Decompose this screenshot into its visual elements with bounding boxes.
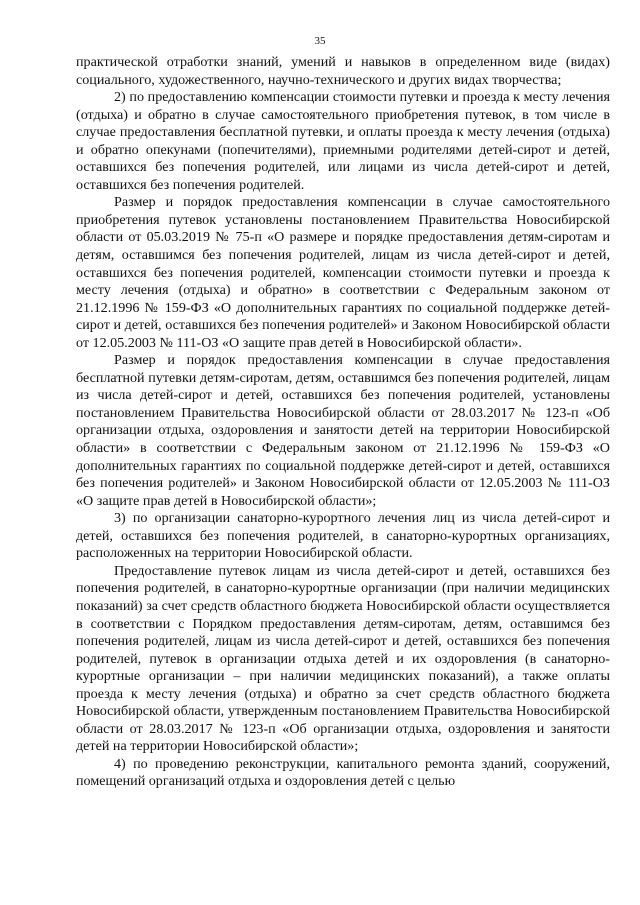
- paragraph: Предоставление путевок лицам из числа детей-сирот и детей, оставшихся без попечения родителей, в санаторно-курортные организации (при наличии медицинских показаний) за счет средств областного бюджета Новосибирской области осуществляется в соответствии с Порядком предоставления детям-сиротам, детям, оставшимся без попечения родителей, лицам из числа детей-сирот и детей, оставшихся без попечения родителей, путевок в организации отдыха детей и их оздоровления (в санаторно-курортные организации – при наличии медицинских показаний), а также оплаты проезда к месту лечения (отдыха) и обратно за счет средств областного бюджета Новосибирской области, утвержденным постановлением Правительства Новосибирской области от 28.03.2017 № 123-п «Об организации отдыха, оздоровления и занятости детей на территории Новосибирской области»;: [76, 562, 610, 755]
- paragraph: 4) по проведению реконструкции, капитального ремонта зданий, сооружений, помещений организаций отдыха и оздоровления детей с целью: [76, 755, 610, 790]
- paragraph: 2) по предоставлению компенсации стоимости путевки и проезда к месту лечения (отдыха) и обратно в случае самостоятельного приобретения путевок, в том числе в случае предоставления бесплатной путевки, и оплаты проезда к месту лечения (отдыха) и обратно опекунами (попечителями), приемными родителями детей-сирот и детей, оставшихся без попечения родителей, или лицами из числа детей-сирот и детей, оставшихся без попечения родителей.: [76, 89, 610, 193]
- paragraph: практической отработки знаний, умений и навыков в определенном виде (видах) социального, художественного, научно-технического и других видах творчества;: [76, 54, 610, 88]
- paragraph: Размер и порядок предоставления компенсации в случае предоставления бесплатной путевки детям-сиротам, детям, оставшимся без попечения родителей, лицам из числа детей-сирот и детей, оставшихся без попечения родителей, установлены постановлением Правительства Новосибирской области от 28.03.2017 № 123-п «Об организации отдыха, оздоровления и занятости детей на территории Новосибирской области» в соответствии с Федеральным законом от 21.12.1996 № 159-ФЗ «О дополнительных гарантиях по социальной поддержке детей-сирот и детей, оставшихся без попечения родителей» и Законом Новосибирской области от 12.05.2003 № 111-ОЗ «О защите прав детей в Новосибирской области»;: [76, 352, 610, 509]
- document-body: [76, 54, 610, 791]
- paragraph: Размер и порядок предоставления компенсации в случае самостоятельного приобретения путевок установлены постановлением Правительства Новосибирской области от 05.03.2019 № 75-п «О размере и порядке предоставления детям-сиротам и детям, оставшимся без попечения родителей, лицам из числа детей-сирот и детей, оставшихся без попечения родителей, компенсации стоимости путевки и проезда к месту лечения (отдыха) и обратно» в соответствии с Федеральным законом от 21.12.1996 № 159-ФЗ «О дополнительных гарантиях по социальной поддержке детей-сирот и детей, оставшихся без попечения родителей» и Законом Новосибирской области от 12.05.2003 № 111-ОЗ «О защите прав детей в Новосибирской области».: [76, 194, 610, 351]
- page-number: 35: [314, 35, 326, 47]
- paragraph: 3) по организации санаторно-курортного лечения лиц из числа детей-сирот и детей, оставшихся без попечения родителей, в санаторно-курортных организациях, расположенных на территории Новосибирской области.: [76, 510, 610, 562]
